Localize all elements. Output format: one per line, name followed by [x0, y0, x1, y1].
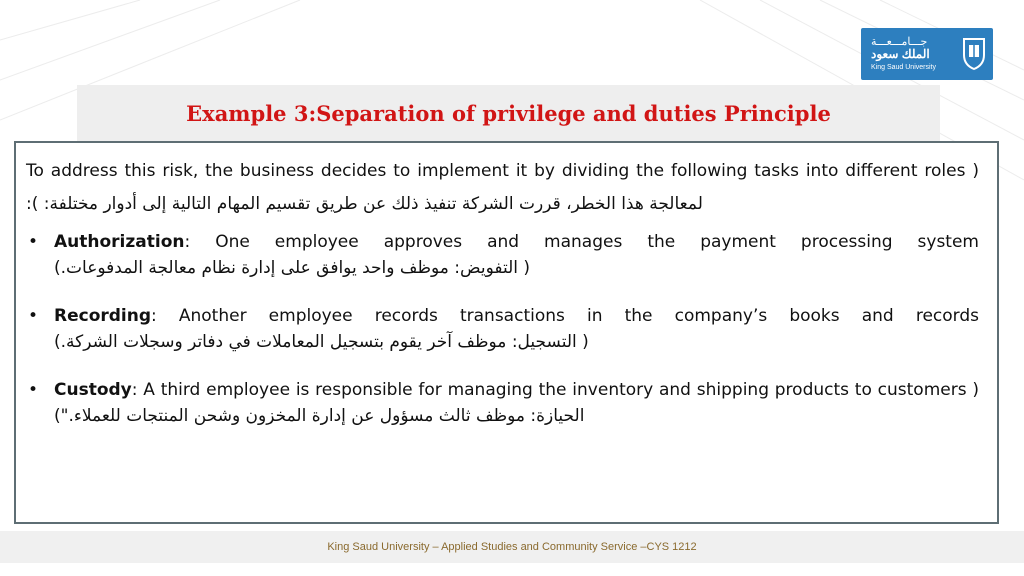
task-english-line — [54, 303, 979, 329]
bullet-icon: • — [28, 380, 39, 400]
task-english-line — [54, 229, 979, 255]
footer-bar — [0, 531, 1024, 563]
intro-arabic: ( لمعالجة هذا الخطر، قررت الشركة تنفيذ ذلك عن طريق تقسيم المهام التالية إلى أدوار مختلفة: ): — [26, 161, 979, 214]
task-list — [26, 229, 979, 429]
university-logo — [861, 28, 993, 80]
task-description: : Another employee records transactions in the company’s books and records — [151, 306, 979, 326]
task-description: : A third employee is responsible for managing the inventory and shipping products to customers — [131, 380, 967, 400]
footer-text: King Saud University – Applied Studies and Community Service –CYS 1212 — [327, 541, 697, 553]
slide-title: Example 3:Separation of privilege and duties Principle — [186, 100, 831, 126]
logo-text — [871, 36, 936, 73]
list-item — [26, 303, 979, 355]
content-box — [14, 141, 999, 524]
logo-arabic-line2: الملك سعود — [871, 46, 930, 61]
university-emblem-icon — [961, 37, 987, 71]
task-term: Authorization — [54, 232, 185, 252]
intro-paragraph — [26, 155, 979, 221]
intro-english: To address this risk, the business decides to implement it by dividing the following tasks into different roles — [26, 161, 966, 181]
bullet-icon: • — [28, 306, 39, 326]
task-term: Custody — [54, 380, 132, 400]
title-bar — [77, 85, 940, 141]
task-arabic: ( التفويض: موظف واحد يوافق على إدارة نظام معالجة المدفوعات.) — [54, 258, 531, 278]
task-arabic: ( التسجيل: موظف آخر يقوم بتسجيل المعاملات في دفاتر وسجلات الشركة.) — [54, 332, 589, 352]
task-term: Recording — [54, 306, 152, 326]
task-description: : One employee approves and manages the payment processing system — [184, 232, 979, 252]
task-arabic: ( الحيازة: موظف ثالث مسؤول عن إدارة المخزون وشحن المنتجات للعملاء.") — [54, 380, 979, 426]
list-item — [26, 377, 979, 429]
bullet-icon: • — [28, 232, 39, 252]
logo-arabic-line1: جـــامـــعـــة — [871, 35, 928, 48]
task-english-line — [54, 377, 979, 429]
logo-english: King Saud University — [871, 63, 936, 71]
list-item — [26, 229, 979, 281]
